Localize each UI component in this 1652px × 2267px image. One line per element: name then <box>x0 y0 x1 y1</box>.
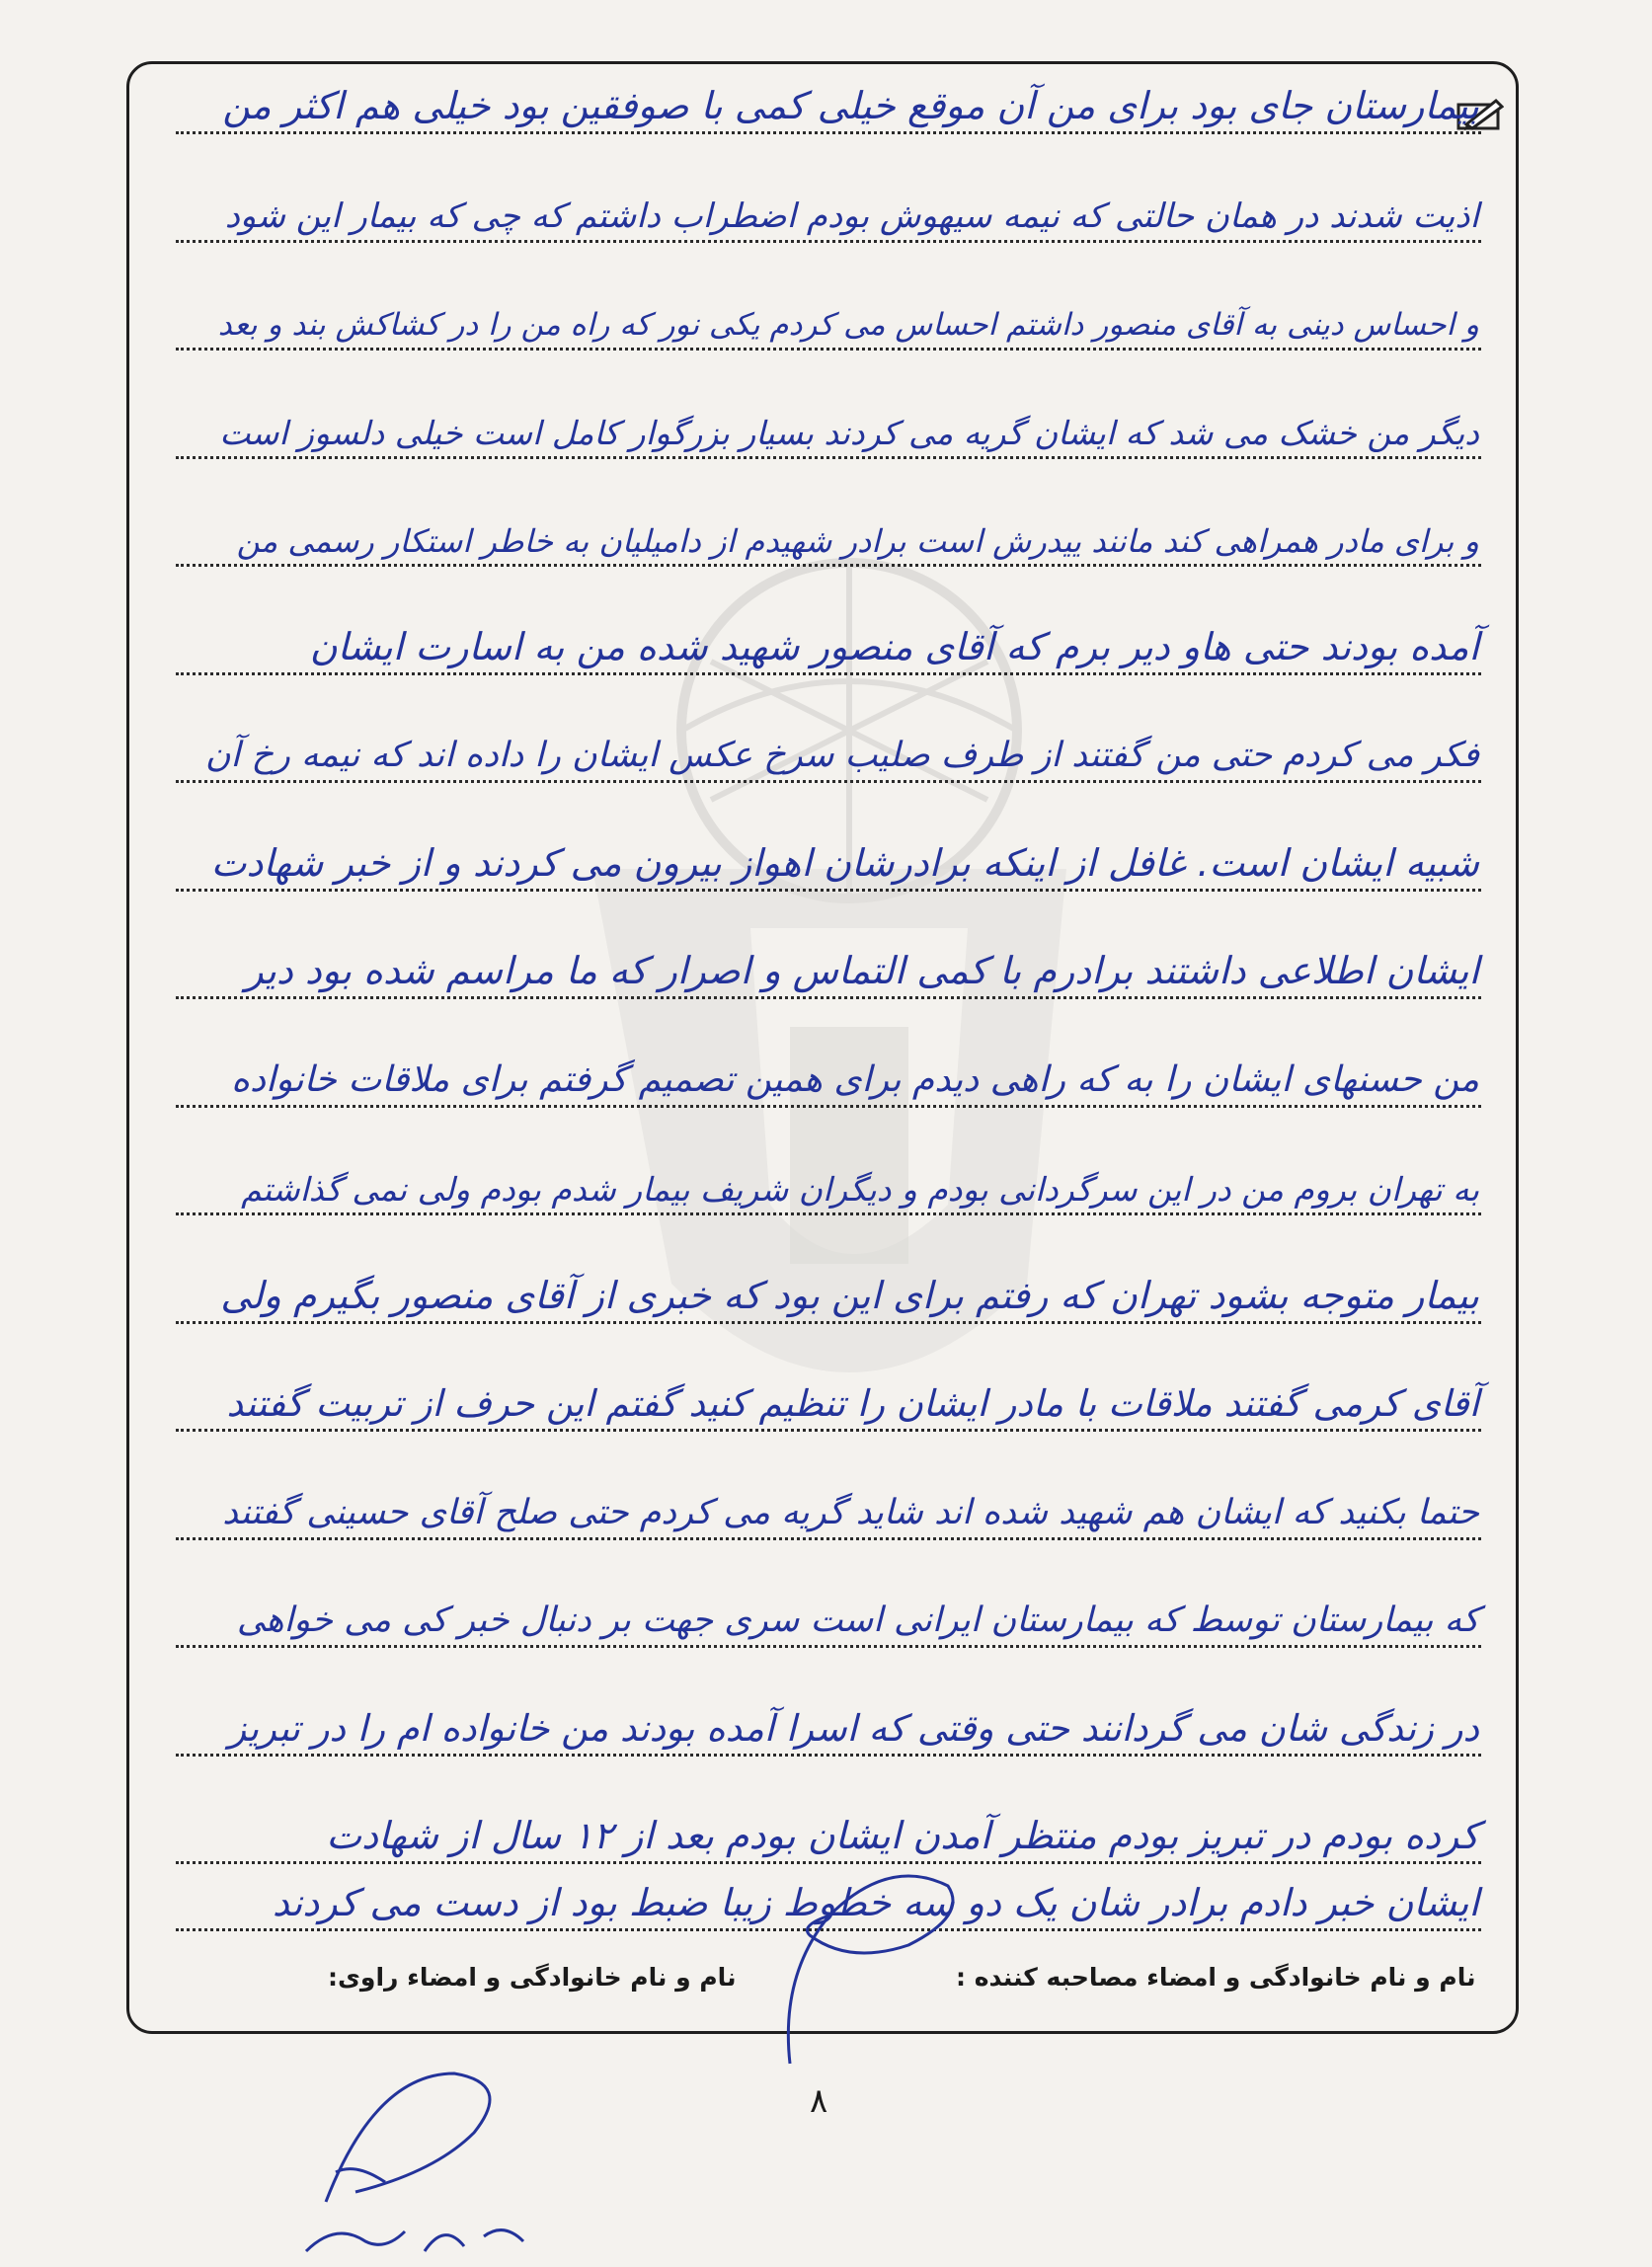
handwritten-line <box>176 904 1519 999</box>
line-text: شبیه ایشان است. غافل از اینکه برادرشان اهواز بیرون می کردند و از خبر شهادت <box>210 841 1479 885</box>
line-text: آقای کرمی گفتند ملاقات با مادر ایشان را تنظیم کنید گفتم این حرف از تربیت گفتند <box>226 1382 1479 1425</box>
handwritten-line <box>176 364 1519 459</box>
line-text: آمده بودند حتی هاو دیر برم که آقای منصور شهید شده من به اسارت ایشان <box>309 625 1479 668</box>
interviewer-signature <box>770 1856 968 2073</box>
line-text: دیگر من خشک می شد که ایشان گریه می کردند بسیار بزرگوار کامل است خیلی دلسوز است <box>219 414 1479 452</box>
line-text: حتما بکنید که ایشان هم شهید شده اند شاید گریه می کردم حتی صلح آقای حسینی گفتند <box>222 1493 1479 1532</box>
page-number: ۸ <box>810 2081 828 2121</box>
interviewer-signature-label: نام و نام خانوادگی و امضاء مصاحبه کننده : <box>956 1963 1476 1992</box>
line-text: اذیت شدند در همان حالتی که نیمه سیهوش بودم اضطراب داشتم که چی که بیمار این شود <box>224 196 1479 236</box>
line-text: بیمار متوجه بشود تهران که رفتم برای این بود که خبری از آقای منصور بگیرم ولی <box>220 1274 1479 1317</box>
line-text: و برای مادر همراهی کند مانند ییدرش است برادر شهیدم از دامیلیان به خاطر استکار رسمی من <box>236 522 1479 560</box>
line-text: ایشان خبر دادم برادر شان یک دو سه خطوط زیبا ضبط بود از دست می کردند <box>272 1881 1479 1924</box>
handwritten-line <box>176 1013 1519 1108</box>
handwritten-line <box>176 256 1519 351</box>
handwritten-line <box>176 39 1519 134</box>
handwritten-line <box>176 1229 1519 1324</box>
handwritten-line <box>176 1337 1519 1432</box>
line-text: در زندگی شان می گردانند حتی وقتی که اسرا آمده بودند من خانواده ام را در تبریز <box>228 1707 1479 1750</box>
handwritten-line <box>176 148 1519 243</box>
handwritten-line <box>176 797 1519 892</box>
handwritten-line <box>176 1446 1519 1540</box>
narrator-signature <box>296 2054 652 2267</box>
line-text: که بیمارستان توسط که بیمارستان ایرانی است سری جهت بر دنبال خبر کی می خواهی <box>236 1601 1479 1640</box>
line-text: فکر می کردم حتی من گفتند از طرف صلیب سرخ عکس ایشان را داده اند که نیمه رخ آن <box>204 736 1479 775</box>
handwritten-line <box>176 472 1519 567</box>
line-text: و احساس دینی به آقای منصور داشتم احساس می کردم یکی نور که راه من را در کشاکش بند و بعد <box>217 307 1479 343</box>
line-text: به تهران بروم من در این سرگردانی بودم و دیگران شریف بیمار شدم بودم ولی نمی گذاشتم <box>241 1170 1479 1209</box>
handwritten-line <box>176 688 1519 783</box>
line-text: من حسنهای ایشان را به که راهی دیدم برای همین تصمیم گرفتم برای ملاقات خانواده <box>231 1059 1479 1100</box>
line-text: کرده بودم در تبریز بودم منتظر آمدن ایشان بودم بعد از ۱۲ سال از شهادت <box>326 1814 1479 1857</box>
line-text: ایشان اطلاعی داشتند برادرم با کمی التماس و اصرار که ما مراسم شده بود دیر <box>245 949 1479 992</box>
handwritten-line <box>176 581 1519 675</box>
line-text: بیمارستان جای بود برای من آن موقع خیلی کمی با صوفقین بود خیلی هم اکثر من <box>222 84 1479 127</box>
handwritten-line <box>176 1121 1519 1215</box>
handwritten-line <box>176 1553 1519 1648</box>
narrator-signature-label: نام و نام خانوادگی و امضاء راوی: <box>328 1963 737 1992</box>
handwritten-line <box>176 1662 1519 1757</box>
